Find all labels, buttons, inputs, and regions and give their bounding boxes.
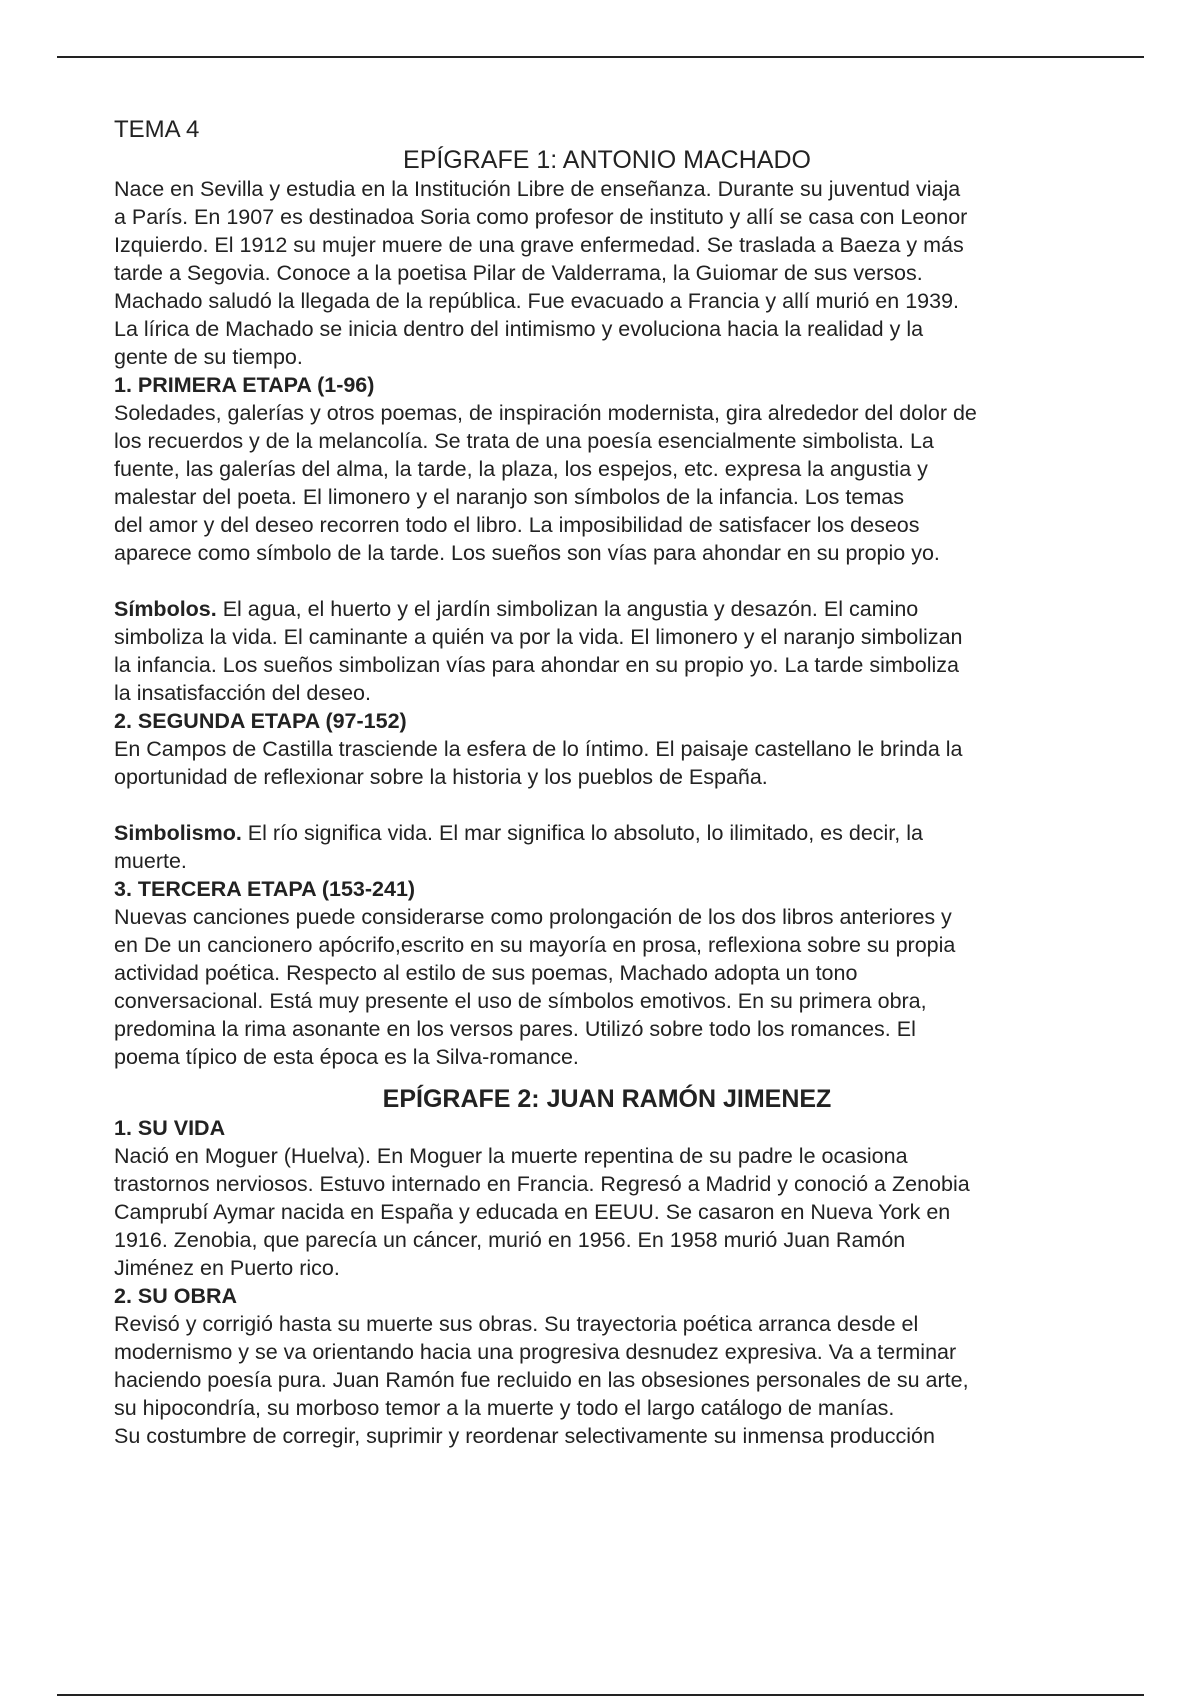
vida-heading: 1. SU VIDA <box>114 1116 226 1140</box>
simbolos-paragraph <box>114 595 1100 707</box>
etapa1-text: Soledades, galerías y otros poemas, de inspiración modernista, gira alrededor del dolor de los recuerdos y de la melancolía. Se trata de una poesía esencialmente simbolista. La fuente, las galerías del alma, la tarde, la plaza, los espejos, etc. expresa la angustia y malestar del poeta. El limonero y el naranjo son símbolos de la infancia. Los temas del amor y del deseo recorren todo el libro. La imposibilidad de satisfacer los deseos aparece como símbolo de la tarde. Los sueños son vías para ahondar en su propio yo. <box>114 401 977 565</box>
etapa3-text: Nuevas canciones puede considerarse como prolongación de los dos libros anteriores y en De un cancionero apócrifo,escrito en su mayoría en prosa, reflexiona sobre su propia actividad poética. Respecto al estilo de sus poemas, Machado adopta un tono conversacional. Está muy presente el uso de símbolos emotivos. En su primera obra, predomina la rima asonante en los versos pares. Utilizó sobre todo los romances. El poema típico de esta época es la Silva-romance. <box>114 905 956 1069</box>
etapa2-heading: 2. SEGUNDA ETAPA (97-152) <box>114 709 407 733</box>
etapa3-heading: 3. TERCERA ETAPA (153-241) <box>114 877 416 901</box>
machado-intro: Nace en Sevilla y estudia en la Institución Libre de enseñanza. Durante su juventud viaja a París. En 1907 es destinadoa Soria como profesor de instituto y allí se casa con Leonor Izquierdo. El 1912 su mujer muere de una grave enfermedad. Se traslada a Baeza y más tarde a Segovia. Conoce a la poetisa Pilar de Valderrama, la Guiomar de sus versos. Machado saludó la llegada de la república. Fue evacuado a Francia y allí murió en 1939. La lírica de Machado se inicia dentro del intimismo y evoluciona hacia la realidad y la gente de su tiempo. <box>114 177 968 369</box>
document-body <box>114 115 1100 1450</box>
epigrafe2-title: EPÍGRAFE 2: JUAN RAMÓN JIMENEZ <box>382 1085 832 1113</box>
etapa2-text: En Campos de Castilla trasciende la esfera de lo íntimo. El paisaje castellano le brinda la oportunidad de reflexionar sobre la historia y los pueblos de España. <box>114 737 963 789</box>
epigrafe1-title: EPÍGRAFE 1: ANTONIO MACHADO <box>403 146 811 174</box>
obra-text: Revisó y corrigió hasta su muerte sus obras. Su trayectoria poética arranca desde el modernismo y se va orientando hacia una progresiva desnudez expresiva. Va a terminar haciendo poesía pura. Juan Ramón fue recluido en las obsesiones personales de su arte, su hipocondría, su morboso temor a la muerte y todo el largo catálogo de manías. Su costumbre de corregir, suprimir y reordenar selectivamente su inmensa producción <box>114 1312 969 1448</box>
simbolismo-paragraph <box>114 819 1100 875</box>
vida-text: Nació en Moguer (Huelva). En Moguer la muerte repentina de su padre le ocasiona trastornos nerviosos. Estuvo internado en Francia. Regresó a Madrid y conoció a Zenobia Camprubí Aymar nacida en España y educada en EEUU. Se casaron en Nueva York en 1916. Zenobia, que parecía un cáncer, murió en 1956. En 1958 murió Juan Ramón Jiménez en Puerto rico. <box>114 1144 970 1280</box>
top-rule <box>57 56 1144 58</box>
simbolismo-text: El río significa vida. El mar significa lo absoluto, lo ilimitado, es decir, la muerte. <box>114 821 923 873</box>
simbolos-text: El agua, el huerto y el jardín simbolizan la angustia y desazón. El camino simboliza la vida. El caminante a quién va por la vida. El limonero y el naranjo simbolizan la infancia. Los sueños simbolizan vías para ahondar en su propio yo. La tarde simboliza la insatisfacción del deseo. <box>114 597 963 705</box>
etapa1-heading: 1. PRIMERA ETAPA (1-96) <box>114 373 375 397</box>
simbolismo-label: Simbolismo. <box>114 821 242 845</box>
bottom-rule <box>57 1694 1144 1696</box>
obra-heading: 2. SU OBRA <box>114 1284 238 1308</box>
simbolos-label: Símbolos. <box>114 597 217 621</box>
tema-title: TEMA 4 <box>114 116 200 143</box>
